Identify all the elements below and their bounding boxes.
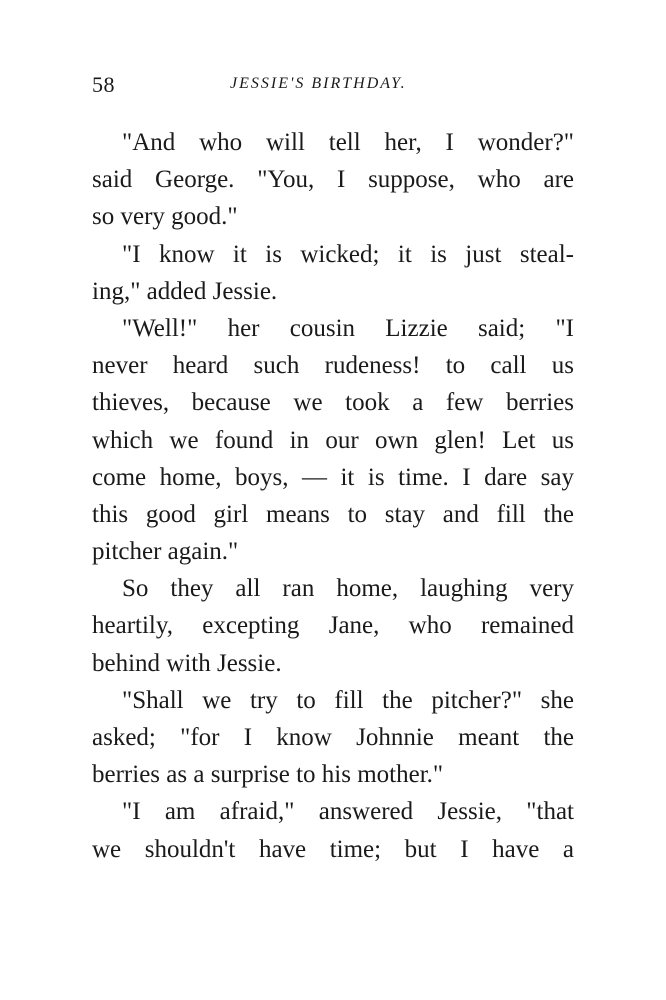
text-line: so very good." [92,203,238,231]
text-line: "Shall we try to fill the pitcher?" she [122,686,574,714]
text-line: come home, boys, — it is time. I dare say [92,463,574,491]
text-line: "Well!" her cousin Lizzie said; "I [122,314,574,342]
text-line: we shouldn't have time; but I have a [92,835,574,863]
text-line: "I know it is wicked; it is just steal- [122,240,574,268]
text-line: "I am afraid," answered Jessie, "that [122,798,574,826]
page-number: 58 [92,72,115,97]
text-line: never heard such rudeness! to call us [92,352,574,380]
text-line: asked; "for I know Johnnie meant the [92,724,574,751]
text-line: thieves, because we took a few berries [92,389,574,417]
text-line: pitcher again." [92,538,239,566]
running-head [92,72,572,104]
text-line: said George. "You, I suppose, who are [92,166,574,194]
text-line: ing," added Jessie. [92,277,278,305]
text-line: "And who will tell her, I wonder?" [122,129,574,156]
text-line: So they all ran home, laughing very [122,575,574,603]
body-text [92,124,574,868]
text-line: which we found in our own glen! Let us [92,426,574,454]
text-line: behind with Jessie. [92,649,282,677]
text-line: this good girl means to stay and fill the [92,500,574,528]
running-title: JESSIE'S BIRTHDAY. [230,75,407,92]
text-line: berries as a surprise to his mother." [92,761,444,789]
text-line: heartily, excepting Jane, who remained [92,612,574,640]
